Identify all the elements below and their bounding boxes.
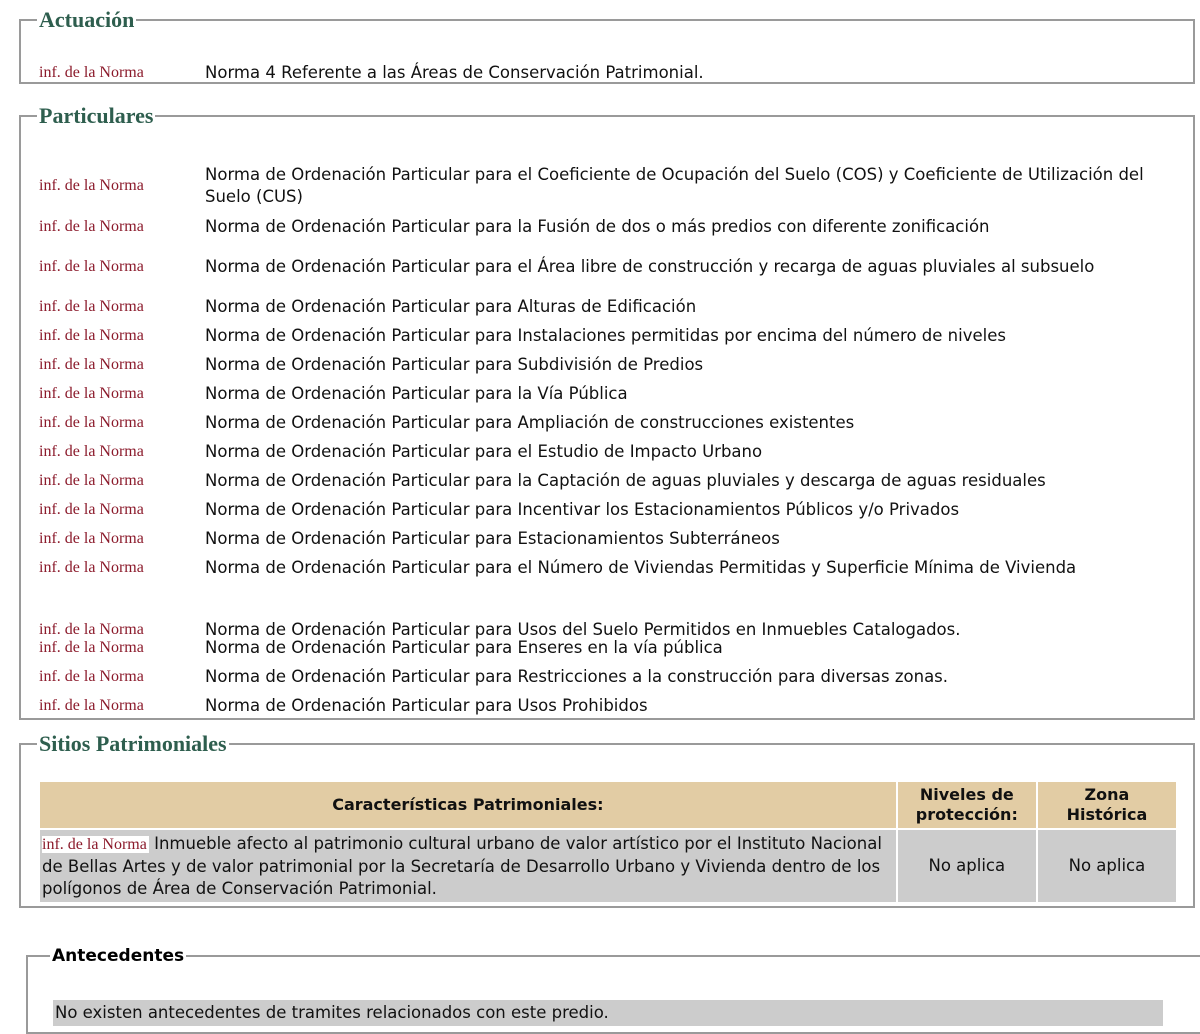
particulares-norma-link[interactable]: inf. de la Norma xyxy=(39,697,144,714)
particulares-item xyxy=(39,383,1155,405)
particulares-norma-text: Norma de Ordenación Particular para Subdivisión de Predios xyxy=(205,355,704,374)
particulares-item xyxy=(39,412,1155,434)
header-zona-line2: Histórica xyxy=(1066,805,1148,824)
header-niveles-line2: protección: xyxy=(915,805,1018,824)
particulares-norma-text: Norma de Ordenación Particular para Estacionamientos Subterráneos xyxy=(205,529,780,548)
particulares-norma-text: Norma de Ordenación Particular para la Vía Pública xyxy=(205,384,628,403)
sitios-legend: Sitios Patrimoniales xyxy=(39,731,227,756)
header-caracteristicas: Características Patrimoniales: xyxy=(40,782,896,828)
actuacion-legend: Actuación xyxy=(39,7,135,32)
particulares-norma-text: Norma de Ordenación Particular para Restricciones a la construcción para diversas zonas. xyxy=(205,667,949,686)
header-niveles-line1: Niveles de xyxy=(919,785,1014,804)
particulares-norma-text: Norma de Ordenación Particular para la Captación de aguas pluviales y descarga de aguas residuales xyxy=(205,471,1046,490)
particulares-norma-link[interactable]: inf. de la Norma xyxy=(39,639,144,656)
sitios-patrimoniales-section xyxy=(19,732,1195,908)
actuacion-section xyxy=(19,8,1195,84)
particulares-item xyxy=(39,216,1155,238)
particulares-norma-text: Norma de Ordenación Particular para Instalaciones permitidas por encima del número de niveles xyxy=(205,326,1006,345)
particulares-item xyxy=(39,296,1155,318)
particulares-norma-text: Norma de Ordenación Particular para Ampliación de construcciones existentes xyxy=(205,413,855,432)
particulares-norma-text: Norma de Ordenación Particular para Alturas de Edificación xyxy=(205,297,697,316)
particulares-item xyxy=(39,325,1155,347)
particulares-norma-link[interactable]: inf. de la Norma xyxy=(39,356,144,373)
particulares-norma-link[interactable]: inf. de la Norma xyxy=(39,414,144,431)
sitios-norma-link[interactable]: inf. de la Norma xyxy=(42,835,147,853)
particulares-item xyxy=(39,695,1155,717)
caracteristicas-cell xyxy=(40,830,896,902)
actuacion-norma-text: Norma 4 Referente a las Áreas de Conservación Patrimonial. xyxy=(205,63,704,82)
particulares-norma-text: Norma de Ordenación Particular para Incentivar los Estacionamientos Públicos y/o Privados xyxy=(205,500,960,519)
particulares-item xyxy=(39,499,1155,521)
particulares-item xyxy=(39,164,1155,208)
particulares-norma-link[interactable]: inf. de la Norma xyxy=(39,621,144,638)
particulares-item xyxy=(39,441,1155,463)
particulares-item xyxy=(39,557,1155,579)
header-zona-line1: Zona xyxy=(1084,785,1130,804)
particulares-norma-link[interactable]: inf. de la Norma xyxy=(39,385,144,402)
particulares-item xyxy=(39,528,1155,550)
particulares-norma-link[interactable]: inf. de la Norma xyxy=(39,298,144,315)
particulares-item xyxy=(39,354,1155,376)
niveles-value: No aplica xyxy=(898,830,1036,902)
antecedentes-section xyxy=(26,944,1200,1034)
antecedentes-text: No existen antecedentes de tramites relacionados con este predio. xyxy=(53,1000,1163,1026)
particulares-item xyxy=(39,666,1155,688)
actuacion-item xyxy=(39,62,1155,84)
particulares-norma-link[interactable]: inf. de la Norma xyxy=(39,472,144,489)
particulares-legend: Particulares xyxy=(39,103,154,128)
header-zona xyxy=(1038,782,1176,828)
particulares-norma-text: Norma de Ordenación Particular para la Fusión de dos o más predios con diferente zonificación xyxy=(205,217,990,236)
particulares-norma-link[interactable]: inf. de la Norma xyxy=(39,443,144,460)
particulares-norma-text: Norma de Ordenación Particular para el Coeficiente de Ocupación del Suelo (COS) y Coeficiente de Utilización del Suelo (CUS) xyxy=(205,165,1144,206)
particulares-item xyxy=(39,470,1155,492)
sitios-header-row xyxy=(40,782,1176,828)
particulares-norma-link[interactable]: inf. de la Norma xyxy=(39,501,144,518)
particulares-norma-link[interactable]: inf. de la Norma xyxy=(39,668,144,685)
caracteristicas-text: Inmueble afecto al patrimonio cultural urbano de valor artístico por el Instituto Nacional de Bellas Artes y de valor patrimonial por la Secretaría de Desarrollo Urbano y Vivienda dentro de los polígonos de Área de Conservación Patrimonial. xyxy=(42,833,882,898)
particulares-norma-text: Norma de Ordenación Particular para el Número de Viviendas Permitidas y Superficie Mínima de Vivienda xyxy=(205,558,1077,577)
antecedentes-legend: Antecedentes xyxy=(52,946,185,966)
particulares-norma-link[interactable]: inf. de la Norma xyxy=(39,258,144,275)
header-niveles xyxy=(898,782,1036,828)
particulares-norma-text: Norma de Ordenación Particular para Usos del Suelo Permitidos en Inmuebles Catalogados. xyxy=(205,620,961,639)
particulares-norma-link[interactable]: inf. de la Norma xyxy=(39,177,144,194)
particulares-norma-text: Norma de Ordenación Particular para Usos Prohibidos xyxy=(205,696,648,715)
particulares-item xyxy=(39,637,1155,659)
actuacion-norma-link[interactable]: inf. de la Norma xyxy=(39,64,144,81)
particulares-norma-link[interactable]: inf. de la Norma xyxy=(39,530,144,547)
particulares-section xyxy=(19,104,1195,720)
particulares-norma-text: Norma de Ordenación Particular para el Área libre de construcción y recarga de aguas pluviales al subsuelo xyxy=(205,257,1095,276)
particulares-norma-text: Norma de Ordenación Particular para el Estudio de Impacto Urbano xyxy=(205,442,763,461)
particulares-norma-link[interactable]: inf. de la Norma xyxy=(39,559,144,576)
zona-value: No aplica xyxy=(1038,830,1176,902)
sitios-table xyxy=(38,780,1178,904)
particulares-item xyxy=(39,245,1155,289)
particulares-norma-text: Norma de Ordenación Particular para Enseres en la vía pública xyxy=(205,638,723,657)
particulares-norma-link[interactable]: inf. de la Norma xyxy=(39,327,144,344)
sitios-data-row xyxy=(40,830,1176,902)
particulares-norma-link[interactable]: inf. de la Norma xyxy=(39,218,144,235)
